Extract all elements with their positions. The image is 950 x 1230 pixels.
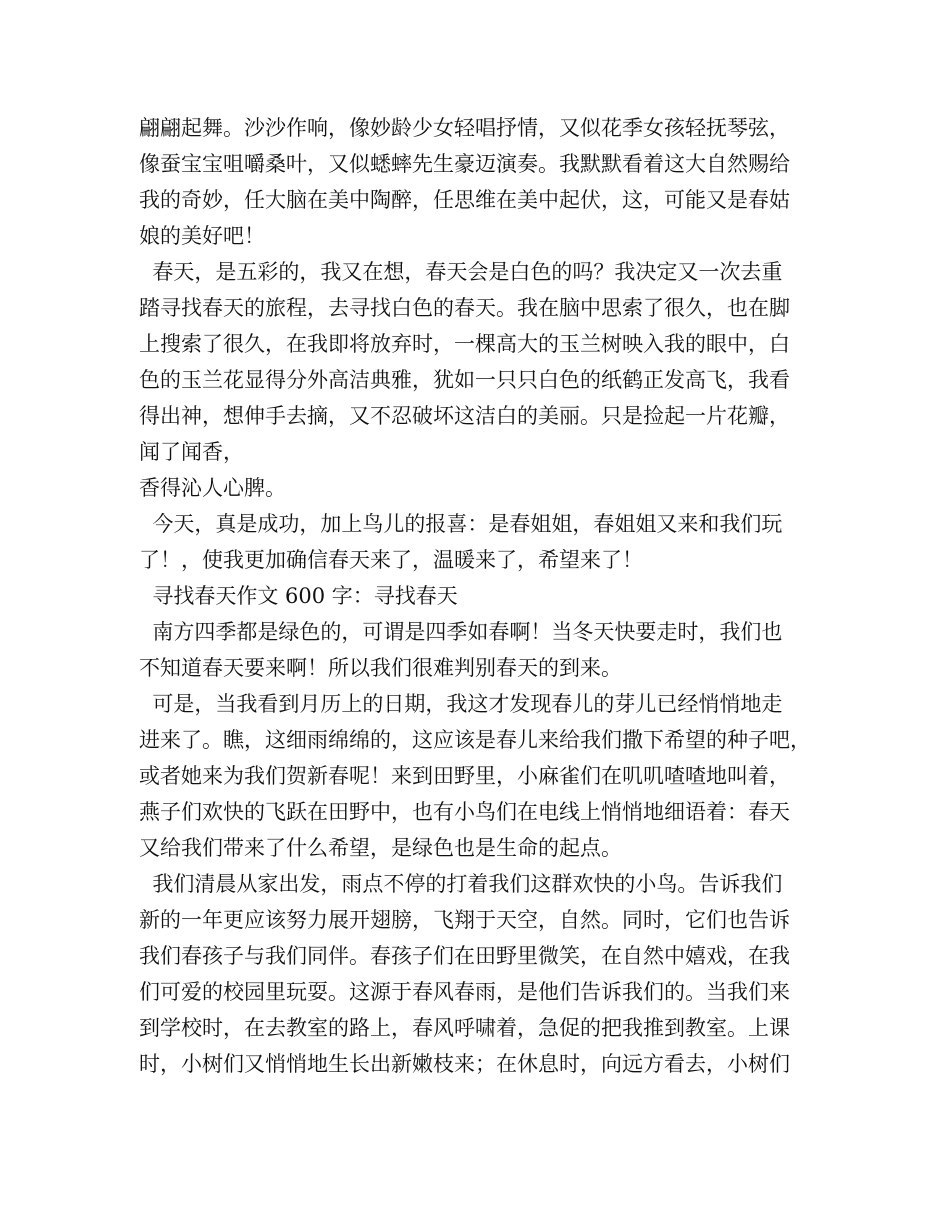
text-line: 我的奇妙，任大脑在美中陶醉，任思维在美中起伏，这，可能又是春姑 xyxy=(139,188,790,212)
text-line: 春天，是五彩的，我又在想，春天会是白色的吗？我决定又一次去重 xyxy=(139,260,783,284)
text-line: 像蚕宝宝咀嚼桑叶，又似蟋蟀先生豪迈演奏。我默默看着这大自然赐给 xyxy=(139,152,790,176)
text-line: 翩翩起舞。沙沙作响，像妙龄少女轻唱抒情，又似花季女孩轻抚琴弦， xyxy=(139,116,790,140)
text-line: 上搜索了很久，在我即将放弃时，一棵高大的玉兰树映入我的眼中，白 xyxy=(139,332,790,356)
text-line: 了！，使我更加确信春天来了，温暖来了，希望来了！ xyxy=(139,548,643,572)
text-line: 到学校时，在去教室的路上，春风呼啸着，急促的把我推到教室。上课 xyxy=(139,1016,790,1040)
text-line: 们可爱的校园里玩耍。这源于春风春雨，是他们告诉我们的。当我们来 xyxy=(139,980,790,1004)
text-line: 不知道春天要来啊！所以我们很难判别春天的到来。 xyxy=(139,656,622,680)
text-line: 踏寻找春天的旅程，去寻找白色的春天。我在脑中思索了很久，也在脚 xyxy=(139,296,790,320)
section-title: 寻找春天作文 600 字：寻找春天 xyxy=(139,584,458,608)
text-line: 或者她来为我们贺新春呢！来到田野里，小麻雀们在叽叽喳喳地叫着， xyxy=(139,764,790,788)
text-line: 我们春孩子与我们同伴。春孩子们在田野里微笑，在自然中嬉戏，在我 xyxy=(139,944,790,968)
text-line: 进来了。瞧，这细雨绵绵的，这应该是春儿来给我们撒下希望的种子吧， xyxy=(139,728,811,752)
text-line: 香得沁人心脾。 xyxy=(139,476,286,500)
text-line: 得出神，想伸手去摘，又不忍破坏这洁白的美丽。只是捡起一片花瓣， xyxy=(139,404,790,428)
text-line: 今天，真是成功，加上鸟儿的报喜：是春姐姐，春姐姐又来和我们玩 xyxy=(139,512,783,536)
text-line: 闻了闻香， xyxy=(139,440,244,464)
text-line: 我们清晨从家出发，雨点不停的打着我们这群欢快的小鸟。告诉我们 xyxy=(139,872,783,896)
text-line: 新的一年更应该努力展开翅膀，飞翔于天空，自然。同时，它们也告诉 xyxy=(139,908,790,932)
text-line: 可是，当我看到月历上的日期，我这才发现春儿的芽儿已经悄悄地走 xyxy=(139,692,783,716)
text-line: 南方四季都是绿色的，可谓是四季如春啊！当冬天快要走时，我们也 xyxy=(139,620,783,644)
text-line: 又给我们带来了什么希望，是绿色也是生命的起点。 xyxy=(139,836,622,860)
text-line: 时，小树们又悄悄地生长出新嫩枝来；在休息时，向远方看去，小树们 xyxy=(139,1052,790,1076)
text-line: 燕子们欢快的飞跃在田野中，也有小鸟们在电线上悄悄地细语着：春天 xyxy=(139,800,790,824)
text-line: 色的玉兰花显得分外高洁典雅，犹如一只只白色的纸鹤正发高飞，我看 xyxy=(139,368,790,392)
text-line: 娘的美好吧！ xyxy=(139,224,265,248)
